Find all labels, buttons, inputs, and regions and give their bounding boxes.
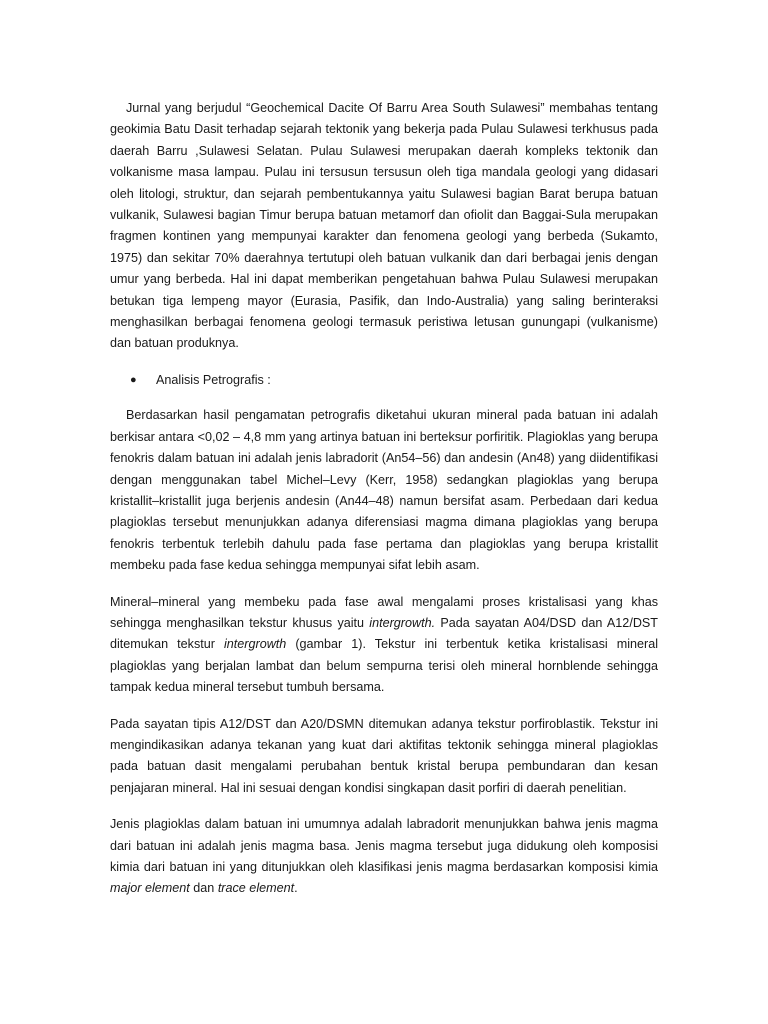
bullet-icon: ● — [130, 373, 137, 386]
bullet-item-petrografis — [130, 370, 658, 391]
text-run: Mineral–mineral yang membeku pada fase awal mengalami proses kristalisasi yang khas sehingga menghasilkan tekstur khusus yaitu — [110, 594, 658, 630]
text-run: (gambar 1). Tekstur ini terbentuk ketika kristalisasi mineral plagioklas yang berjalan lambat dan belum sempurna terisi oleh mineral hornblende sehingga tampak kedua mineral tersebut tumbuh bersama. — [110, 637, 659, 695]
text-run: . — [294, 881, 298, 896]
petrography-paragraph: Berdasarkan hasil pengamatan petrografis diketahui ukuran mineral pada batuan ini adalah berkisar antara <0,02 – 4,8 mm yang artinya batuan ini berteksur porfiritik. Plagioklas yang berupa fenokris dalam batuan ini adalah jenis labradorit (An54–56) dan andesin (An48) yang diidentifikasi dengan menggunakan tabel Michel–Levy (Kerr, 1958) sedangkan plagioklas yang berupa kristallit–kristallit juga berjenis andesin (An44–48) namun bersifat asam. Perbedaan dari kedua plagioklas tersebut menunjukkan adanya diferensiasi magma dimana plagioklas yang berupa fenokris terbentuk terlebih dahulu pada fase pertama dan plagioklas yang berupa kristallit membeku pada fase kedua sehingga mempunyai sifat lebih asam. — [110, 408, 658, 573]
text-run: Pada sayatan A04/DSD dan A12/DST ditemukan tekstur — [110, 615, 659, 652]
intro-paragraph: Jurnal yang berjudul “Geochemical Dacite Of Barru Area South Sulawesi” membahas tentang geokimia Batu Dasit terhadap sejarah tektonik yang bekerja pada Pulau Sulawesi terkhusus pada daerah Barru ,Sulawesi Selatan. Pulau Sulawesi merupakan daerah kompleks tektonik dan volkanisme masa lampau. Pulau ini tersusun tersusun oleh tiga mandala geologi yang didasari oleh litologi, struktur, dan sejarah pembentukannya yaitu Sulawesi bagian Barat berupa batuan vulkanik, Sulawesi bagian Timur berupa batuan metamorf dan ofiolit dan Baggai-Sula merupakan fragmen kontinen yang mempunyai karakter dan fenomena geologi yang berbeda (Sukamto, 1975) dan sekitar 70% daerahnya tertutupi oleh batuan vulkanik dan dari berbagai jenis dengan umur yang berbeda. Hal ini dapat memberikan pengetahuan bahwa Pulau Sulawesi merupakan betukan tiga lempeng mayor (Eurasia, Pasifik, dan Indo-Australia) yang saling berinteraksi menghasilkan berbagai fenomena geologi termasuk peristiwa letusan gunungapi (vulkanisme) dan batuan produknya. — [110, 101, 658, 351]
text-run: Jenis plagioklas dalam batuan ini umumnya adalah labradorit menunjukkan bahwa jenis magma dari batuan ini adalah jenis magma basa. Jenis magma tersebut juga didukung oleh komposisi kimia dari batuan ini yang ditunjukkan oleh klasifikasi jenis magma berdasarkan komposisi kimia — [110, 817, 658, 874]
magma-type-paragraph — [110, 814, 658, 900]
porfiroblastik-paragraph: Pada sayatan tipis A12/DST dan A20/DSMN ditemukan adanya tekstur porfiroblastik. Tekstur ini mengindikasikan adanya tekanan yang kuat dari aktifitas tektonik sehingga mineral plagioklas pada batuan dasit mengalami perubahan bentuk kristal berupa pembundaran dan kesan penjajaran mineral. Hal ini sesuai dengan kondisi singkapan dasit porfiri di daerah penelitian. — [110, 716, 658, 795]
intergrowth-paragraph — [110, 592, 658, 699]
text-run: dan — [189, 881, 218, 896]
section-heading: Analisis Petrografis : — [156, 372, 271, 387]
document-page — [110, 98, 658, 915]
italic-term: intergrowth — [224, 637, 287, 652]
italic-term: major element — [110, 881, 190, 896]
italic-term: intergrowth. — [369, 615, 436, 630]
italic-term: trace element — [217, 881, 295, 896]
